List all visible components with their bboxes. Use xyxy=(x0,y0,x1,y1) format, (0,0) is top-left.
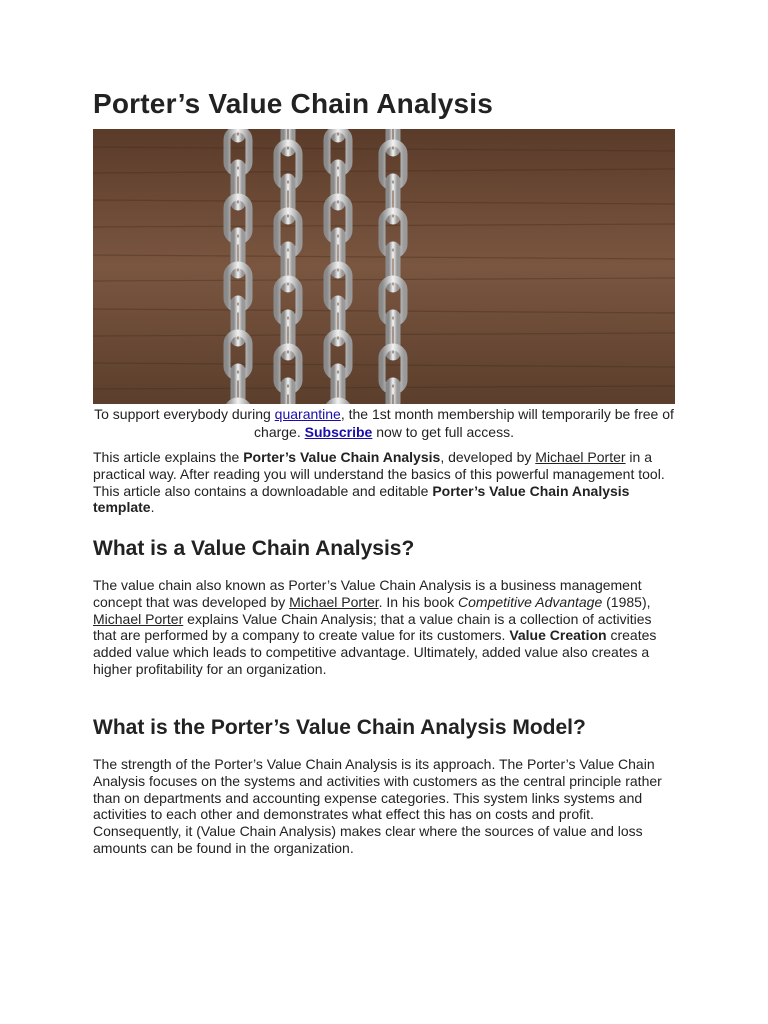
intro-bold: Porter’s Value Chain Analysis xyxy=(243,449,441,465)
michael-porter-link[interactable]: Michael Porter xyxy=(535,449,626,465)
s1-text-5: creates added value which leads to competitive advantage. Ultimately, added value also creates a higher profitability for an organization. xyxy=(93,627,657,677)
membership-notice xyxy=(93,405,675,441)
intro-text: This article explains the xyxy=(93,449,244,465)
section2-paragraph: The strength of the Porter’s Value Chain Analysis is its approach. The Porter’s Value Chain Analysis focuses on the systems and activities with customers as the central principle rather than on departments and accounting expense categories. This system links systems and activities to each other and demonstrates what effect this has on costs and profit. Consequently, it (Value Chain Analysis) makes clear where the sources of value and loss amounts can be found in the organization. xyxy=(93,756,662,856)
s1-text-2: . In his book xyxy=(378,593,459,610)
s1-text-3: (1985), xyxy=(602,593,651,610)
section-heading-2: What is the Porter’s Value Chain Analysis Model? xyxy=(93,716,586,739)
quarantine-link[interactable]: quarantine xyxy=(274,406,341,422)
intro-text-3: in a practical way. After reading you will understand the basics of this powerful management tool. This article also contains a downloadable and editable xyxy=(93,449,665,499)
section1-paragraph xyxy=(93,577,675,678)
chains-on-wood-image xyxy=(93,129,675,404)
book-title: Competitive Advantage xyxy=(458,593,603,610)
s1-text: The value chain also known as Porter’s Value Chain Analysis is a business management concept that was developed by xyxy=(93,577,642,610)
value-creation-bold: Value Creation xyxy=(509,627,607,644)
subscribe-link[interactable]: Subscribe xyxy=(304,424,373,440)
notice-text-3: now to get full access. xyxy=(372,424,514,440)
intro-paragraph xyxy=(93,449,675,516)
michael-porter-link-2[interactable]: Michael Porter xyxy=(289,593,379,610)
page-title: Porter’s Value Chain Analysis xyxy=(93,88,494,119)
section-heading-1: What is a Value Chain Analysis? xyxy=(93,537,415,560)
s1-text-4: explains Value Chain Analysis; that a value chain is a collection of activities that are performed by a company to create value for its customers. xyxy=(93,610,652,644)
intro-text-2: , developed by xyxy=(440,449,536,465)
intro-text-4: . xyxy=(150,499,155,516)
notice-text: To support everybody during xyxy=(94,406,275,422)
michael-porter-link-3[interactable]: Michael Porter xyxy=(93,610,184,627)
template-bold: Porter’s Value Chain Analysis template xyxy=(93,482,630,516)
notice-text-2: , the 1st month membership will temporarily be free of charge. xyxy=(254,406,674,440)
